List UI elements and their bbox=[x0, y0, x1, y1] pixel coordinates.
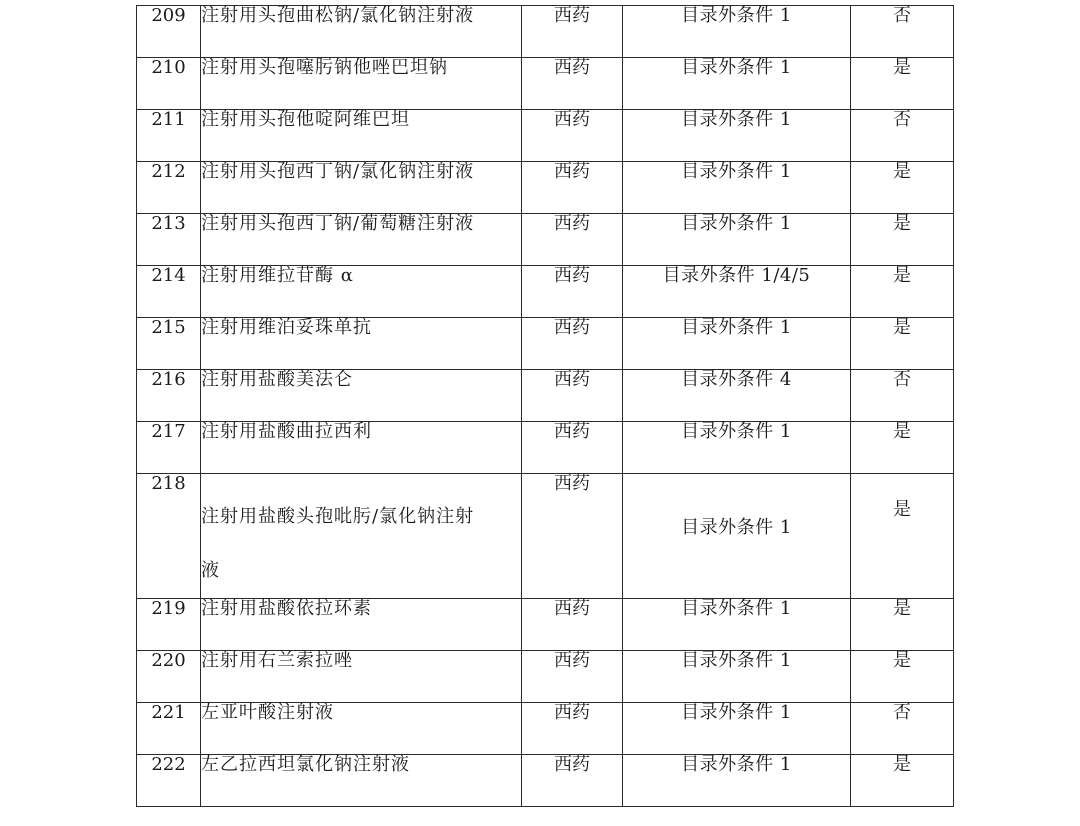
drug-name: 注射用头孢西丁钠/葡萄糖注射液 bbox=[201, 214, 522, 266]
drug-name: 注射用右兰索拉唑 bbox=[201, 651, 522, 703]
drug-type: 西药 bbox=[522, 214, 623, 266]
drug-type: 西药 bbox=[522, 6, 623, 58]
drug-list-table bbox=[136, 5, 954, 807]
flag-value: 否 bbox=[851, 6, 954, 58]
table-row bbox=[137, 318, 954, 370]
table-row bbox=[137, 755, 954, 807]
drug-name: 注射用维泊妥珠单抗 bbox=[201, 318, 522, 370]
drug-type: 西药 bbox=[522, 162, 623, 214]
drug-type: 西药 bbox=[522, 58, 623, 110]
flag-value: 是 bbox=[851, 422, 954, 474]
drug-type: 西药 bbox=[522, 651, 623, 703]
drug-name: 注射用头孢曲松钠/氯化钠注射液 bbox=[201, 6, 522, 58]
table-row bbox=[137, 703, 954, 755]
row-number: 219 bbox=[137, 599, 201, 651]
row-number: 222 bbox=[137, 755, 201, 807]
row-number: 216 bbox=[137, 370, 201, 422]
catalog-condition: 目录外条件 4 bbox=[623, 370, 851, 422]
catalog-condition: 目录外条件 1 bbox=[623, 214, 851, 266]
drug-name: 注射用头孢他啶阿维巴坦 bbox=[201, 110, 522, 162]
drug-type: 西药 bbox=[522, 266, 623, 318]
drug-name: 注射用头孢西丁钠/氯化钠注射液 bbox=[201, 162, 522, 214]
catalog-condition: 目录外条件 1/4/5 bbox=[623, 266, 851, 318]
catalog-condition: 目录外条件 1 bbox=[623, 422, 851, 474]
row-number: 211 bbox=[137, 110, 201, 162]
drug-type: 西药 bbox=[522, 474, 623, 599]
catalog-condition: 目录外条件 1 bbox=[623, 474, 851, 599]
row-number: 209 bbox=[137, 6, 201, 58]
row-number: 213 bbox=[137, 214, 201, 266]
drug-name: 注射用维拉苷酶 α bbox=[201, 266, 522, 318]
drug-type: 西药 bbox=[522, 755, 623, 807]
catalog-condition: 目录外条件 1 bbox=[623, 755, 851, 807]
catalog-condition: 目录外条件 1 bbox=[623, 110, 851, 162]
flag-value: 是 bbox=[851, 162, 954, 214]
drug-type: 西药 bbox=[522, 110, 623, 162]
catalog-condition: 目录外条件 1 bbox=[623, 599, 851, 651]
table-row bbox=[137, 58, 954, 110]
flag-value: 否 bbox=[851, 703, 954, 755]
row-number: 212 bbox=[137, 162, 201, 214]
drug-name: 左亚叶酸注射液 bbox=[201, 703, 522, 755]
catalog-condition: 目录外条件 1 bbox=[623, 58, 851, 110]
table-row bbox=[137, 474, 954, 599]
flag-value: 是 bbox=[851, 266, 954, 318]
row-number: 214 bbox=[137, 266, 201, 318]
table-row bbox=[137, 110, 954, 162]
row-number: 215 bbox=[137, 318, 201, 370]
table-row bbox=[137, 162, 954, 214]
drug-name-text: 注射用盐酸头孢吡肟/氯化钠注射液 bbox=[201, 506, 475, 581]
table-row bbox=[137, 651, 954, 703]
flag-value: 是 bbox=[851, 755, 954, 807]
table-row bbox=[137, 214, 954, 266]
drug-name: 注射用盐酸依拉环素 bbox=[201, 599, 522, 651]
flag-value: 是 bbox=[851, 214, 954, 266]
row-number: 217 bbox=[137, 422, 201, 474]
drug-type: 西药 bbox=[522, 599, 623, 651]
row-number: 218 bbox=[137, 474, 201, 599]
drug-type: 西药 bbox=[522, 370, 623, 422]
flag-value: 否 bbox=[851, 370, 954, 422]
drug-name: 注射用盐酸美法仑 bbox=[201, 370, 522, 422]
drug-name: 左乙拉西坦氯化钠注射液 bbox=[201, 755, 522, 807]
drug-type: 西药 bbox=[522, 318, 623, 370]
table-row bbox=[137, 422, 954, 474]
row-number: 210 bbox=[137, 58, 201, 110]
row-number: 221 bbox=[137, 703, 201, 755]
drug-type: 西药 bbox=[522, 422, 623, 474]
flag-value: 是 bbox=[851, 318, 954, 370]
catalog-condition: 目录外条件 1 bbox=[623, 6, 851, 58]
flag-value: 是 bbox=[851, 474, 954, 599]
table-row bbox=[137, 266, 954, 318]
catalog-condition: 目录外条件 1 bbox=[623, 318, 851, 370]
drug-name: 注射用头孢噻肟钠他唑巴坦钠 bbox=[201, 58, 522, 110]
table-row bbox=[137, 370, 954, 422]
flag-value: 是 bbox=[851, 599, 954, 651]
flag-value: 否 bbox=[851, 110, 954, 162]
flag-value: 是 bbox=[851, 58, 954, 110]
catalog-condition: 目录外条件 1 bbox=[623, 651, 851, 703]
drug-type: 西药 bbox=[522, 703, 623, 755]
table-row bbox=[137, 6, 954, 58]
drug-name bbox=[201, 474, 522, 599]
catalog-condition: 目录外条件 1 bbox=[623, 703, 851, 755]
table-row bbox=[137, 599, 954, 651]
flag-value: 是 bbox=[851, 651, 954, 703]
drug-name: 注射用盐酸曲拉西利 bbox=[201, 422, 522, 474]
row-number: 220 bbox=[137, 651, 201, 703]
catalog-condition: 目录外条件 1 bbox=[623, 162, 851, 214]
